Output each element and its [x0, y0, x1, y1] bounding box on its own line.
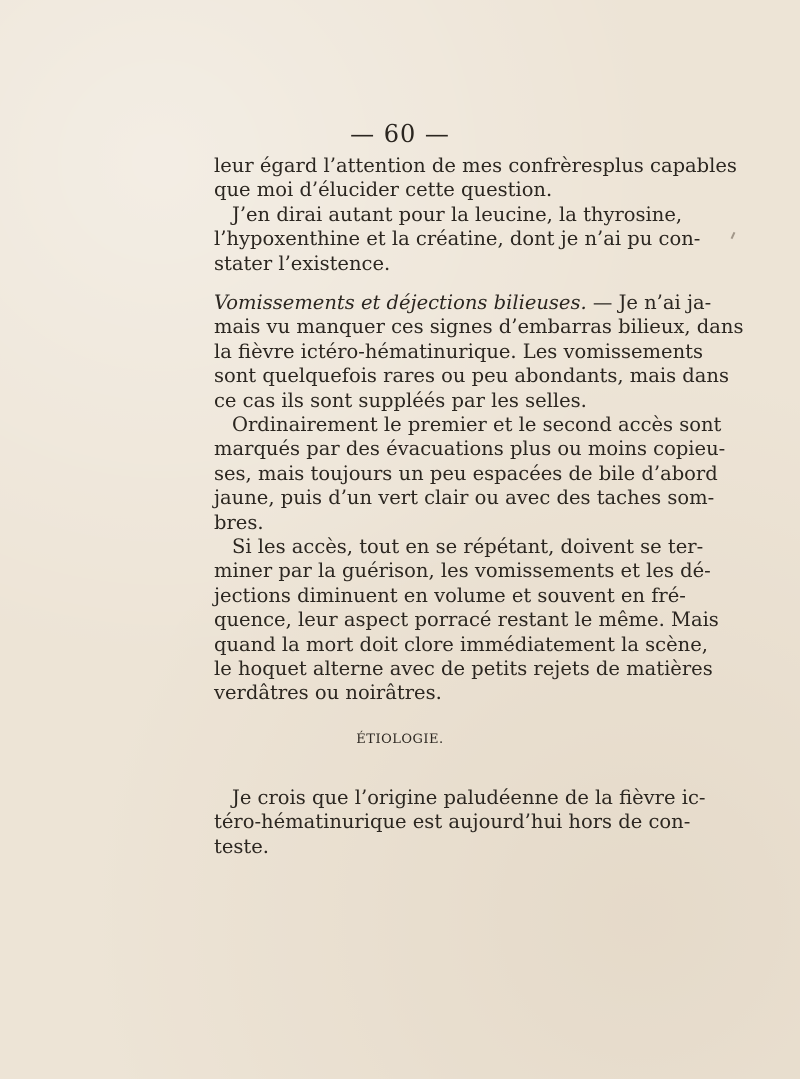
- text-line: quand la mort doit clore immédiatement la scène,: [214, 632, 708, 656]
- text-line: l’hypoxenthine et la créatine, dont je n’ai pu con-: [214, 227, 701, 251]
- text-line: jaune, puis d’un vert clair ou avec des taches som-: [214, 486, 715, 510]
- stray-ink-mark: [731, 232, 736, 239]
- text-line: quence, leur aspect porracé restant le même. Mais: [214, 608, 719, 632]
- paragraph-1: [214, 154, 737, 203]
- page-number: — 60 —: [350, 120, 450, 148]
- text-line: sont quelquefois rares ou peu abondants, mais dans: [214, 364, 729, 388]
- text-run: — Je n’ai ja-: [586, 291, 712, 314]
- paragraph-3: [214, 291, 744, 413]
- text-line: Si les accès, tout en se répétant, doivent se ter-: [232, 535, 704, 558]
- text-line: miner par la guérison, les vomissements et les dé-: [214, 559, 711, 583]
- text-line: le hoquet alterne avec de petits rejets de matières: [214, 657, 713, 681]
- text-line: bres.: [214, 510, 264, 534]
- text-line: ses, mais toujours un peu espacées de bile d’abord: [214, 461, 718, 485]
- text-line: ce cas ils sont suppléés par les selles.: [214, 388, 587, 412]
- text-line: [214, 291, 712, 315]
- text-line: mais vu manquer ces signes d’embarras bilieux, dans: [214, 315, 744, 339]
- paragraph-5: [214, 535, 719, 706]
- text-line: la fièvre ictéro-hématinurique. Les vomissements: [214, 339, 703, 363]
- text-line: Ordinairement le premier et le second accès sont: [232, 413, 722, 436]
- paragraph-4: [214, 413, 726, 535]
- text-line: teste.: [214, 834, 269, 858]
- text-line: Je crois que l’origine paludéenne de la fièvre ic-: [232, 786, 706, 809]
- text-line: J’en dirai autant pour la leucine, la thyrosine,: [232, 203, 683, 226]
- section-heading: ÉTIOLOGIE.: [356, 732, 444, 747]
- text-line: stater l’existence.: [214, 251, 391, 275]
- text-line: marqués par des évacuations plus ou moins copieu-: [214, 437, 726, 461]
- section-run-in-heading: Vomissements et déjections bilieuses.: [214, 291, 587, 314]
- paragraph-6: [214, 786, 706, 859]
- text-line: verdâtres ou noirâtres.: [214, 681, 442, 705]
- text-line: leur égard l’attention de mes confrèresplus capables: [214, 154, 737, 177]
- text-line: que moi d’élucider cette question.: [214, 178, 553, 202]
- text-line: jections diminuent en volume et souvent en fré-: [214, 583, 686, 607]
- paragraph-2: [214, 203, 701, 276]
- text-line: téro-hématinurique est aujourd’hui hors de con-: [214, 810, 691, 834]
